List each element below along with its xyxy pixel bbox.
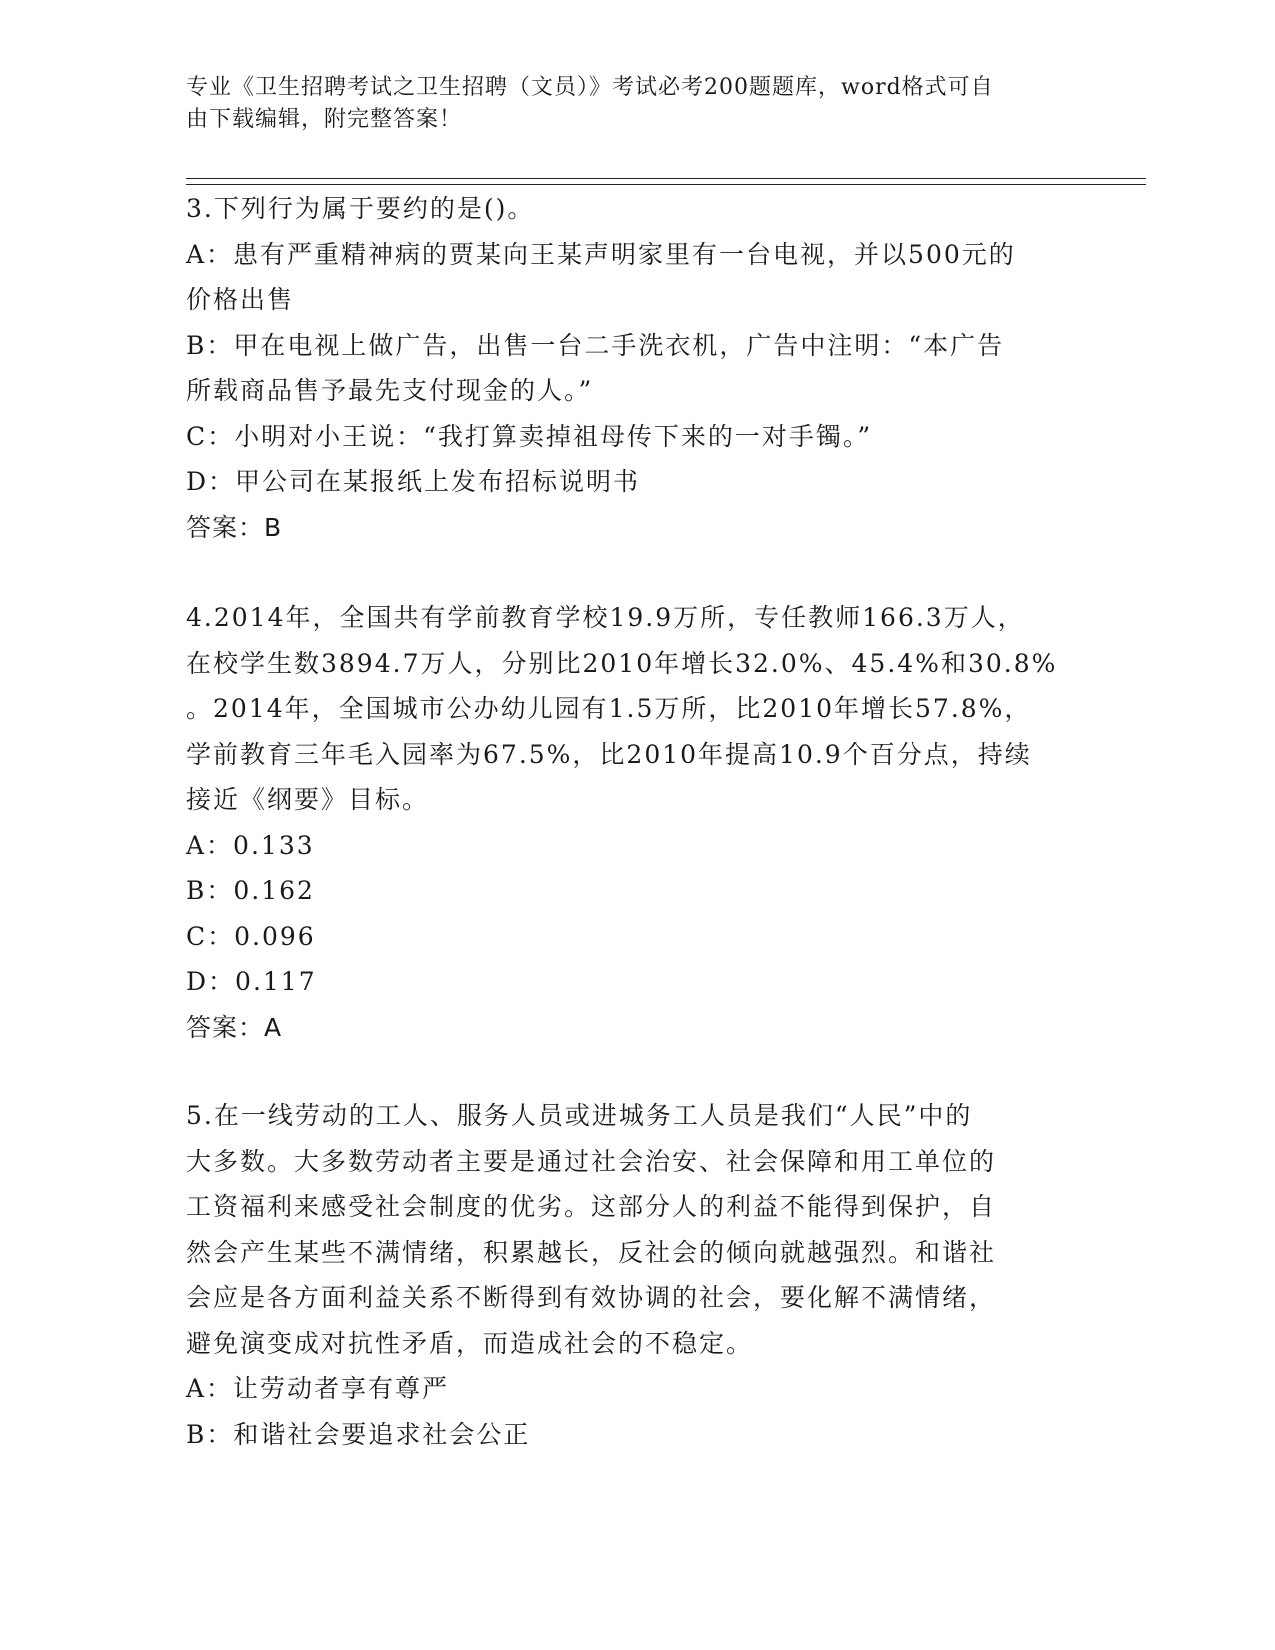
header-divider-top <box>186 178 1146 179</box>
spacer <box>186 550 1086 595</box>
question-5-stem-line-2: 大多数。大多数劳动者主要是通过社会治安、社会保障和用工单位的 <box>186 1146 997 1176</box>
question-4-option-a: A：0.133 <box>186 830 315 860</box>
question-5-stem-line-3: 工资福利来感受社会制度的优劣。这部分人的利益不能得到保护，自 <box>186 1192 997 1221</box>
header-line-2: 由下载编辑，附完整答案！ <box>186 107 463 132</box>
question-5-stem-line-1: 5.在一线劳动的工人、服务人员或进城务工人员是我们“人民”中的 <box>186 1101 973 1130</box>
question-5-stem-line-5: 会应是各方面利益关系不断得到有效协调的社会，要化解不满情绪， <box>186 1283 997 1312</box>
question-3-answer: 答案：B <box>186 512 283 542</box>
question-4 <box>186 595 1086 1050</box>
document-header <box>186 72 1066 136</box>
question-3 <box>186 186 1086 550</box>
question-3-option-b-line-2: 所载商品售予最先支付现金的人。” <box>186 376 594 405</box>
question-3-stem: 3.下列行为属于要约的是()。 <box>186 194 535 223</box>
question-5 <box>186 1093 1086 1457</box>
question-4-option-b: B：0.162 <box>186 876 315 905</box>
question-4-stem-line-3: 。2014年，全国城市公办幼儿园有1.5万所，比2010年增长57.8%， <box>186 694 1032 723</box>
question-3-option-c: C：小明对小王说：“我打算卖掉祖母传下来的一对手镯。” <box>186 421 873 451</box>
question-5-option-a: A：让劳动者享有尊严 <box>186 1374 450 1403</box>
header-divider-bottom <box>186 184 1146 185</box>
question-4-option-c: C：0.096 <box>186 921 316 951</box>
spacer <box>186 1050 1086 1093</box>
question-4-stem-line-2: 在校学生数3894.7万人，分别比2010年增长32.0%、45.4%和30.8% <box>186 648 1058 678</box>
question-4-stem-line-5: 接近《纲要》目标。 <box>186 785 430 814</box>
question-4-option-d: D：0.117 <box>186 967 317 996</box>
question-5-stem-line-6: 避免演变成对抗性矛盾，而造成社会的不稳定。 <box>186 1328 754 1358</box>
question-4-stem-line-4: 学前教育三年毛入园率为67.5%，比2010年提高10.9个百分点，持续 <box>186 739 1032 769</box>
question-4-stem-line-1: 4.2014年，全国共有学前教育学校19.9万所，专任教师166.3万人， <box>186 603 1025 632</box>
question-4-answer: 答案：A <box>186 1012 283 1042</box>
question-3-option-a-line-2: 价格出售 <box>186 285 295 314</box>
question-3-option-a-line-1: A：患有严重精神病的贾某向王某声明家里有一台电视，并以500元的 <box>186 239 1016 269</box>
question-3-option-d: D：甲公司在某报纸上发布招标说明书 <box>186 467 641 496</box>
question-5-stem-line-4: 然会产生某些不满情绪，积累越长，反社会的倾向就越强烈。和谐社 <box>186 1237 997 1267</box>
header-line-1: 专业《卫生招聘考试之卫生招聘（文员）》考试必考200题题库，word格式可自 <box>186 75 994 100</box>
question-3-option-b-line-1: B：甲在电视上做广告，出售一台二手洗衣机，广告中注明：“本广告 <box>186 330 1005 360</box>
question-5-option-b: B：和谐社会要追求社会公正 <box>186 1419 531 1449</box>
question-list <box>186 186 1086 1457</box>
